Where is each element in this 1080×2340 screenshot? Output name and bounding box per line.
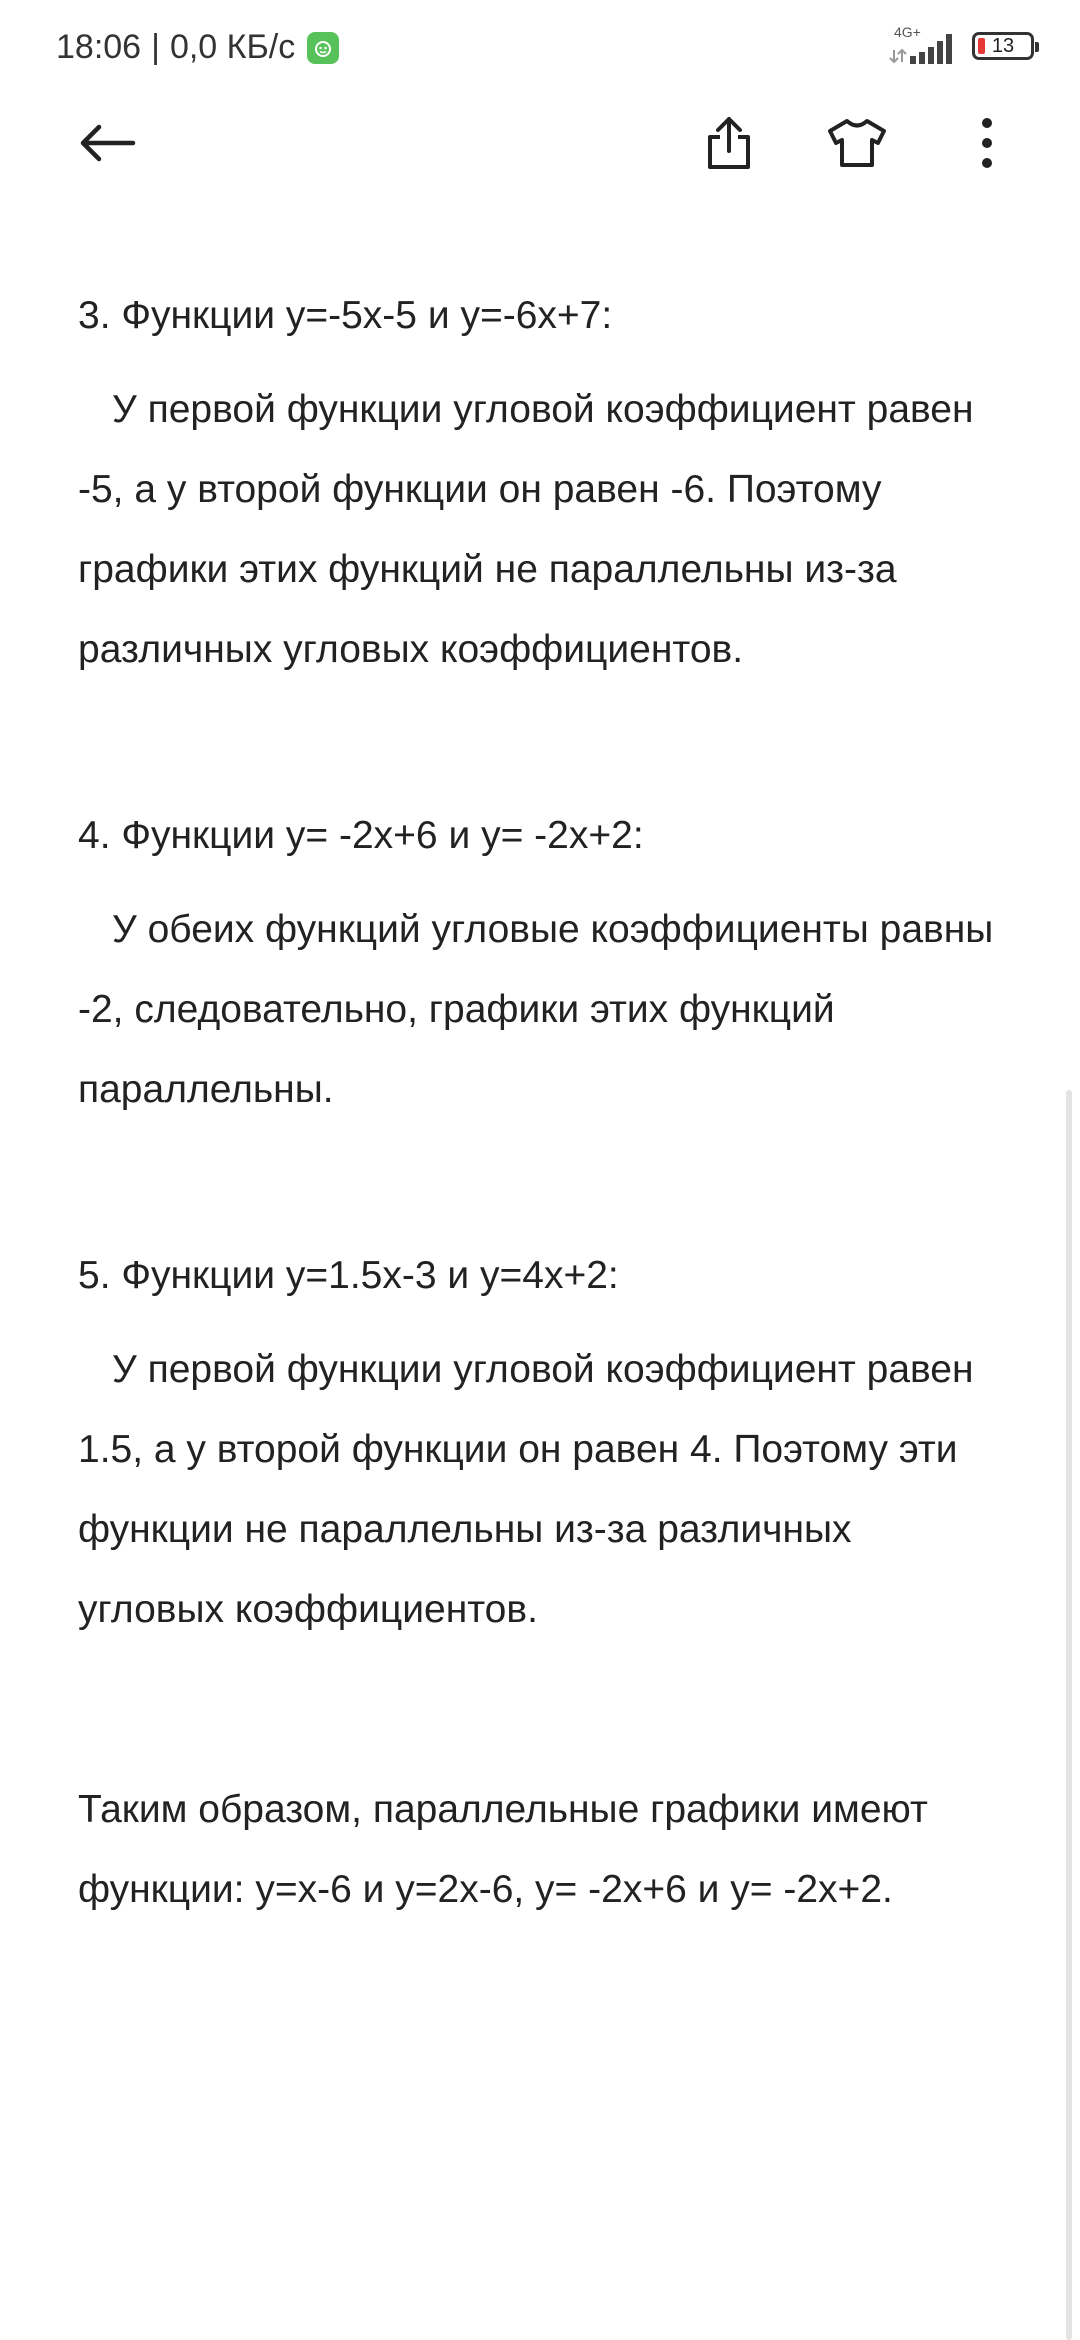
section-5-heading: 5. Функции y=1.5x-3 и y=4x+2:: [78, 1254, 619, 1297]
section-4-heading: 4. Функции y= -2x+6 и y= -2x+2:: [78, 814, 644, 857]
signal-icon: [888, 26, 958, 66]
spacer: [78, 1130, 1008, 1250]
network-type: 4G+: [894, 24, 921, 40]
section-4-text: У обеих функций угловые коэффициенты равны -2, следовательно, графики этих функций параллельны.: [78, 908, 994, 1111]
section-3-heading: 3. Функции y=-5x-5 и y=-6x+7:: [78, 294, 613, 337]
conclusion-text: Таким образом, параллельные графики имеют функции: y=x-6 и y=2x-6, y= -2x+6 и y= -2x+2.: [78, 1788, 928, 1911]
spacer: [78, 1650, 1008, 1770]
status-speed: 0,0 КБ/с: [169, 28, 296, 66]
arrow-left-icon: [75, 123, 139, 163]
status-right: [888, 26, 1034, 66]
status-bar: [0, 0, 1080, 100]
more-vertical-icon: [979, 117, 995, 169]
status-separator: |: [151, 28, 160, 66]
answer-content: [78, 290, 1008, 1930]
battery-level: [978, 38, 985, 54]
notification-app-icon: [307, 32, 339, 64]
tshirt-icon: [826, 117, 888, 169]
section-5-text: У первой функции угловой коэффициент равен 1.5, а у второй функции он равен 4. Поэтому эти функции не параллельны из-за различных угловых коэффициентов.: [78, 1348, 974, 1631]
share-button[interactable]: [694, 108, 764, 178]
theme-button[interactable]: [822, 108, 892, 178]
more-options-button[interactable]: [952, 108, 1022, 178]
scrollbar[interactable]: [1066, 1090, 1072, 2340]
battery-percent: 13: [991, 34, 1015, 57]
status-left: [56, 28, 339, 67]
battery-tip: [1035, 42, 1039, 52]
app-bar: [0, 100, 1080, 180]
section-3-text: У первой функции угловой коэффициент равен -5, а у второй функции он равен -6. Поэтому графики этих функций не параллельны из-за различных угловых коэффициентов.: [78, 388, 974, 671]
share-icon: [704, 115, 754, 171]
battery-icon: [972, 32, 1034, 60]
spacer: [78, 690, 1008, 810]
back-button[interactable]: [72, 108, 142, 178]
status-time: 18:06: [56, 28, 142, 66]
